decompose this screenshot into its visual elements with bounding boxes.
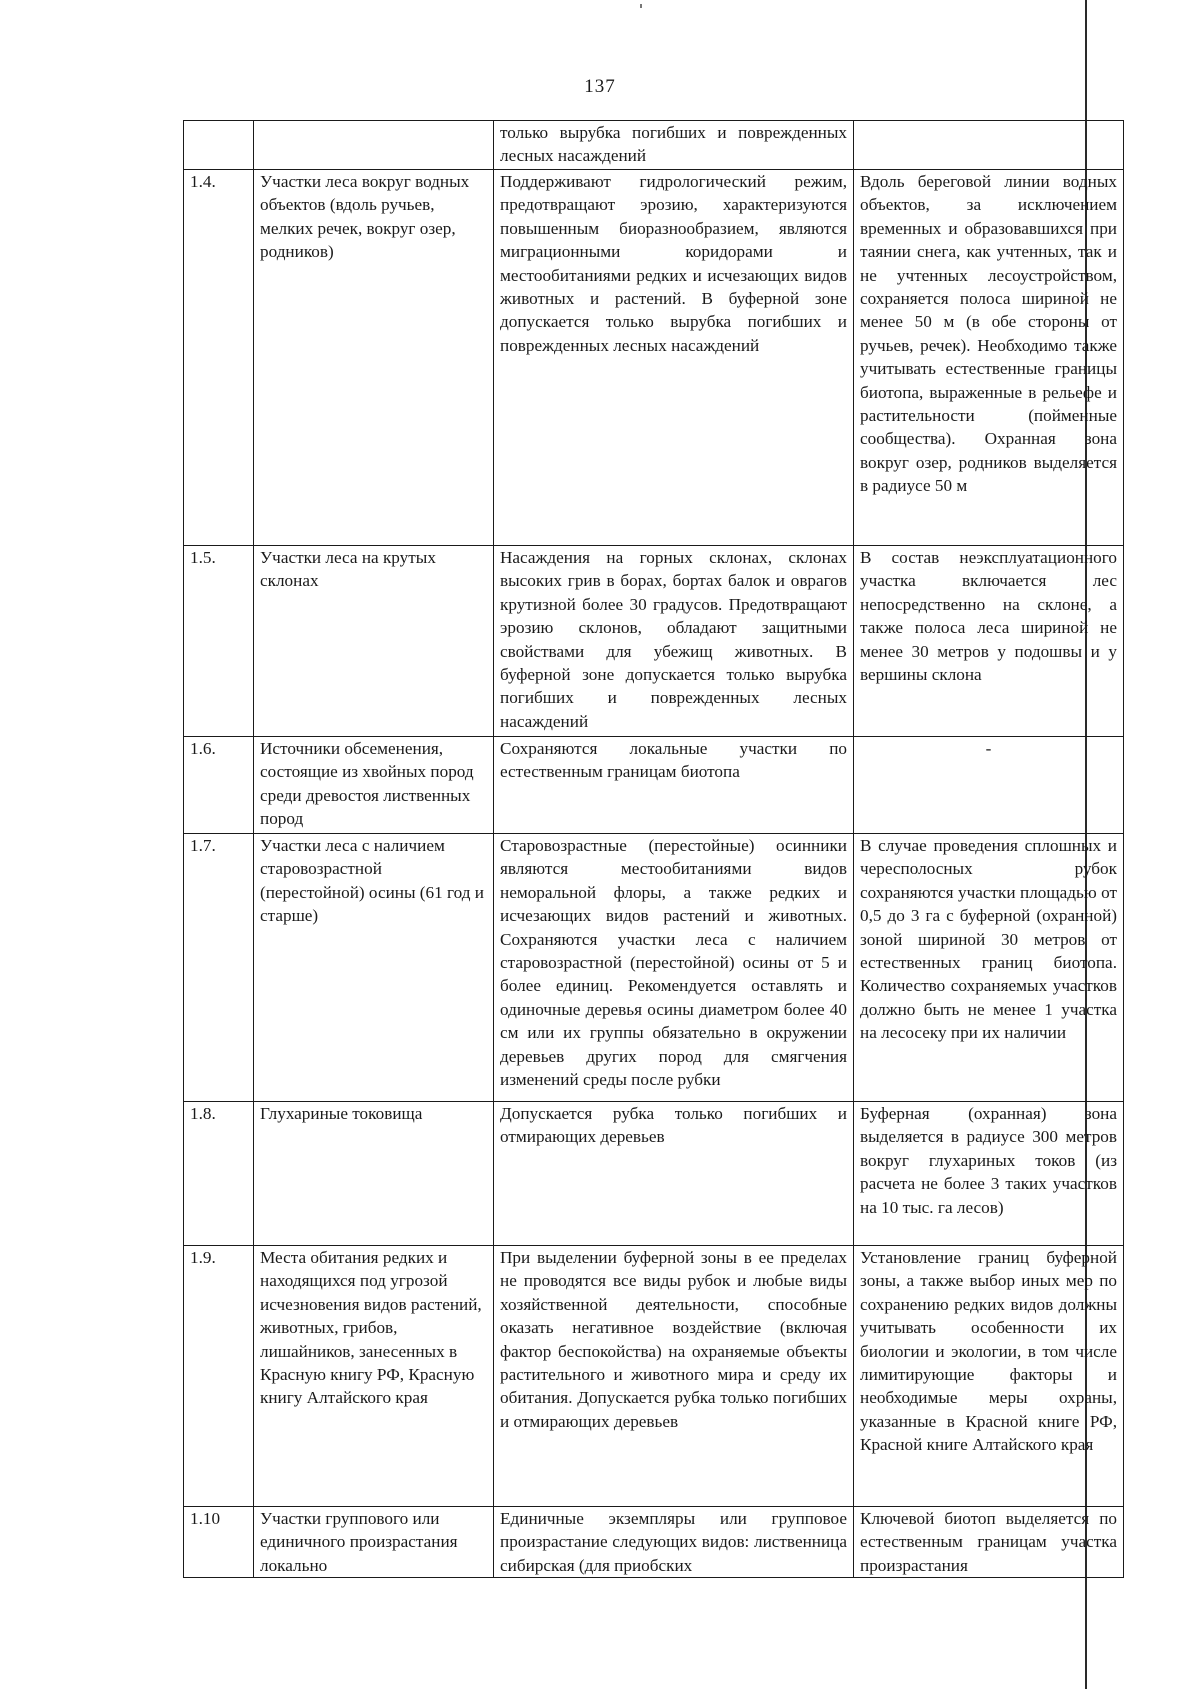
buffer-zone-parameters: Установление границ буферной зоны, а также выбор иных мер по сохранению редких видов должны учитывать особенности их биологии и экологии, в том числе лимитирующие факторы и необходимые меры охраны, указанные в Красной книге РФ, Красной книге Алтайского края <box>854 1246 1124 1507</box>
table-row <box>184 1246 1124 1507</box>
biotope-name: Участки леса вокруг водных объектов (вдоль ручьев, мелких речек, вокруг озер, родников) <box>254 170 494 546</box>
row-number: 1.8. <box>184 1102 254 1246</box>
biotope-name: Участки группового или единичного произрастания локально <box>254 1507 494 1578</box>
biotope-description: Допускается рубка только погибших и отмирающих деревьев <box>494 1102 854 1246</box>
biotope-description: только вырубка погибших и поврежденных лесных насаждений <box>494 121 854 170</box>
biotope-description: Старовозрастные (перестойные) осинники являются местообитаниями видов неморальной флоры, а также редких и исчезающих видов растений и животных. Сохраняются участки леса с наличием старовозрастной (перестойной) осины от 5 и более единиц. Рекомендуется оставлять и одиночные деревья осины диаметром более 40 см или их группы обязательно в окружении деревьев других пород для смягчения изменений среды после рубки <box>494 834 854 1102</box>
table-row <box>184 170 1124 546</box>
table-row <box>184 121 1124 170</box>
table-row <box>184 1102 1124 1246</box>
biotope-table <box>183 120 1124 1578</box>
biotope-description: При выделении буферной зоны в ее пределах не проводятся все виды рубок и любые виды хозяйственной деятельности, способные оказать негативное воздействие (включая фактор беспокойства) на охраняемые объекты растительного и животного мира и среду их обитания. Допускается рубка только погибших и отмирающих деревьев <box>494 1246 854 1507</box>
row-number: 1.6. <box>184 737 254 834</box>
row-number: 1.5. <box>184 546 254 737</box>
buffer-zone-parameters: - <box>854 737 1124 834</box>
row-number: 1.9. <box>184 1246 254 1507</box>
buffer-zone-parameters: В случае проведения сплошных и чересполосных рубок сохраняются участки площадью от 0,5 до 3 га с буферной (охранной) зоной шириной 30 метров от естественных границ биотопа. Количество сохраняемых участков должно быть не менее 1 участка на лесосеку при их наличии <box>854 834 1124 1102</box>
buffer-zone-parameters: Буферная (охранная) зона выделяется в радиусе 300 метров вокруг глухариных токов (из расчета не более 3 таких участков на 10 тыс. га лесов) <box>854 1102 1124 1246</box>
buffer-zone-parameters: Ключевой биотоп выделяется по естественным границам участка произрастания <box>854 1507 1124 1578</box>
row-number: 1.10 <box>184 1507 254 1578</box>
biotope-name: Места обитания редких и находящихся под угрозой исчезновения видов растений, животных, грибов, лишайников, занесенных в Красную книгу РФ, Красную книгу Алтайского края <box>254 1246 494 1507</box>
biotope-description: Насаждения на горных склонах, склонах высоких грив в борах, бортах балок и оврагов крутизной более 30 градусов. Предотвращают эрозию склонов, обладают защитными свойствами для убежищ животных. В буферной зоне допускается только вырубка погибших и поврежденных лесных насаждений <box>494 546 854 737</box>
table-row <box>184 834 1124 1102</box>
biotope-name <box>254 121 494 170</box>
scan-artifact-dot <box>640 4 642 8</box>
buffer-zone-parameters: Вдоль береговой линии водных объектов, за исключением временных и образовавшихся при таянии снега, как учтенных, так и не учтенных лесоустройством, сохраняется полоса шириной не менее 50 м (в обе стороны от ручьев, речек). Необходимо также учитывать естественные границы биотопа, выраженные в рельефе и растительности (пойменные сообщества). Охранная зона вокруг озер, родников выделяется в радиусе 50 м <box>854 170 1124 546</box>
biotope-description: Поддерживают гидрологический режим, предотвращают эрозию, характеризуются повышенным биоразнообразием, являются миграционными коридорами и местообитаниями редких и исчезающих видов животных и растений. В буферной зоне допускается только вырубка погибших и поврежденных лесных насаждений <box>494 170 854 546</box>
biotope-name: Глухариные токовища <box>254 1102 494 1246</box>
row-number: 1.7. <box>184 834 254 1102</box>
biotope-name: Источники обсеменения, состоящие из хвойных пород среди древостоя лиственных пород <box>254 737 494 834</box>
buffer-zone-parameters <box>854 121 1124 170</box>
biotope-name: Участки леса с наличием старовозрастной (перестойной) осины (61 год и старше) <box>254 834 494 1102</box>
biotope-description: Сохраняются локальные участки по естественным границам биотопа <box>494 737 854 834</box>
table-row <box>184 546 1124 737</box>
table-row <box>184 737 1124 834</box>
table-row <box>184 1507 1124 1578</box>
biotope-name: Участки леса на крутых склонах <box>254 546 494 737</box>
row-number <box>184 121 254 170</box>
row-number: 1.4. <box>184 170 254 546</box>
biotope-description: Единичные экземпляры или групповое произрастание следующих видов: лиственница сибирская (для приобских <box>494 1507 854 1578</box>
buffer-zone-parameters: В состав неэксплуатационного участка включается лес непосредственно на склоне, а также полоса леса шириной не менее 30 метров у подошвы и у вершины склона <box>854 546 1124 737</box>
page-number: 137 <box>584 76 616 97</box>
